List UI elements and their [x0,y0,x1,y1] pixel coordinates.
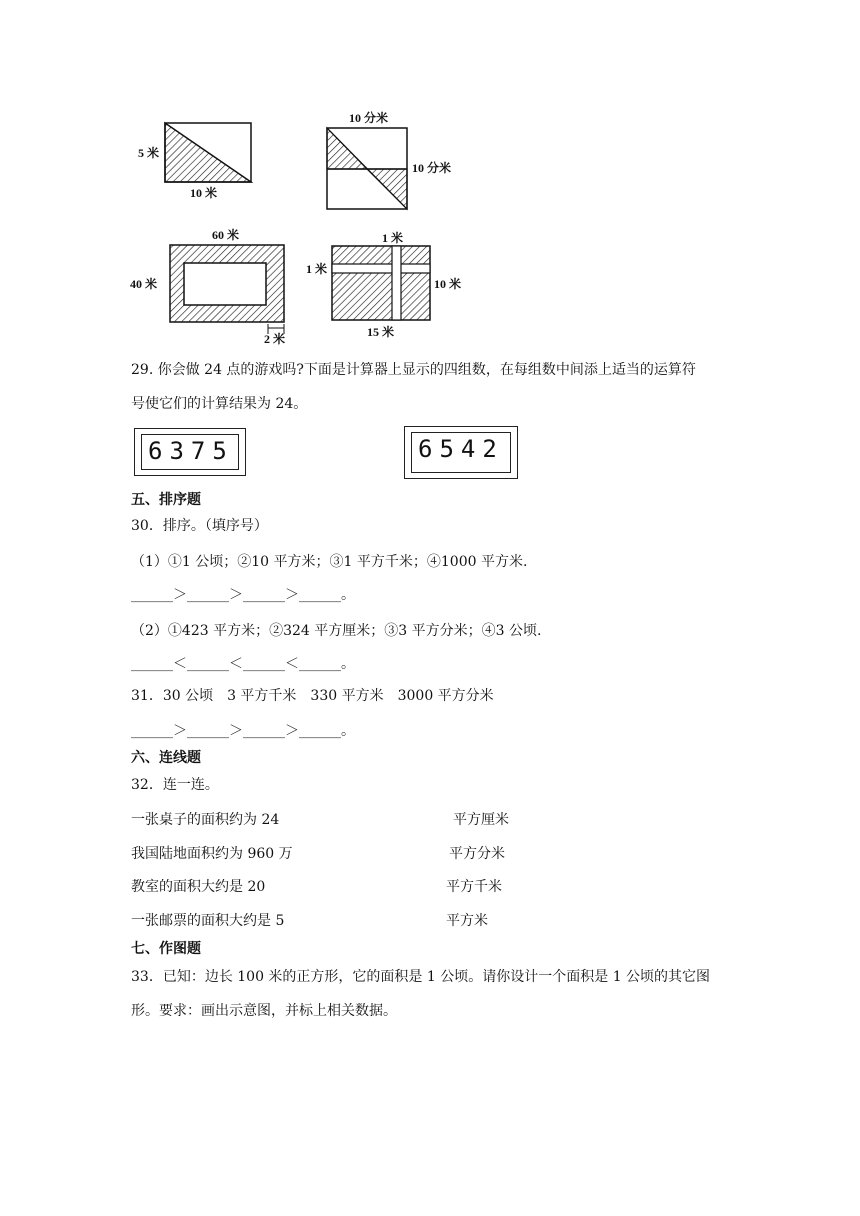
figure-frame [130,227,285,345]
fig4-right-label: 10 米 [434,277,462,291]
q32-right-item[interactable]: 平方分米 [449,846,505,862]
fig1-bottom-label: 10 米 [190,186,218,200]
q32-title: 32．连一连。 [131,777,219,793]
q33-text-line2: 形。要求：画出示意图，并标上相关数据。 [131,1003,397,1019]
q32-right-item[interactable]: 平方米 [446,913,488,929]
q29-text-line1: 29. 你会做 24 点的游戏吗?下面是计算器上显示的四组数，在每组数中间添上适当的运算符 [131,362,696,378]
fig4-left-label: 1 米 [306,262,328,276]
q30-part2: （2）①423 平方米；②324 平方厘米；③3 平方分米；④3 公顷. [131,623,542,639]
fig3-left-label: 40 米 [130,277,158,291]
q32-left-item[interactable]: 一张邮票的面积大约是 5 [131,913,285,929]
q30-answer1[interactable]: ______＞______＞______＞______。 [131,587,355,603]
q32-right-item[interactable]: 平方千米 [446,879,502,895]
section-heading-5: 五、排序题 [131,492,201,508]
q29-text-line2: 号使它们的计算结果为 24。 [131,396,308,412]
calculator-display-1 [134,428,246,476]
figure-square-triangles [327,110,451,209]
q32-left-item[interactable]: 我国陆地面积约为 960 万 [131,846,293,862]
figure-cross-path [306,230,461,339]
section-heading-7: 七、作图题 [131,941,201,957]
calculator-display-2 [404,426,518,479]
q31-answer[interactable]: ______＞______＞______＞______。 [131,723,355,739]
figure-rect-triangle [138,123,251,200]
fig4-top-label: 1 米 [382,231,404,245]
calc-digits-2: 6542 [411,432,511,473]
fig3-bottom-label: 2 米 [264,332,286,345]
q30-answer2[interactable]: ______＜______＜______＜______。 [131,656,355,672]
q31-title: 31．30 公顷 3 平方千米 330 平方米 3000 平方分米 [131,688,494,704]
q33-text-line1: 33．已知：边长 100 米的正方形，它的面积是 1 公顷。请你设计一个面积是 1 公顷的其它图 [131,969,711,985]
fig3-top-label: 60 米 [212,228,240,242]
q30-title: 30．排序。（填序号） [131,518,268,534]
section-heading-6: 六、连线题 [131,750,201,766]
fig2-right-label: 10 分米 [412,161,452,175]
fig4-bottom-label: 15 米 [367,325,395,339]
q32-left-item[interactable]: 教室的面积大约是 20 [131,879,266,895]
fig1-left-label: 5 米 [138,146,160,160]
area-figures [120,100,480,345]
q32-left-item[interactable]: 一张桌子的面积约为 24 [131,812,280,828]
fig2-top-label: 10 分米 [349,111,389,125]
calc-digits-1: 6375 [141,434,239,470]
q32-right-item[interactable]: 平方厘米 [453,812,509,828]
q30-part1: （1）①1 公顷；②10 平方米；③1 平方千米；④1000 平方米. [131,554,528,570]
